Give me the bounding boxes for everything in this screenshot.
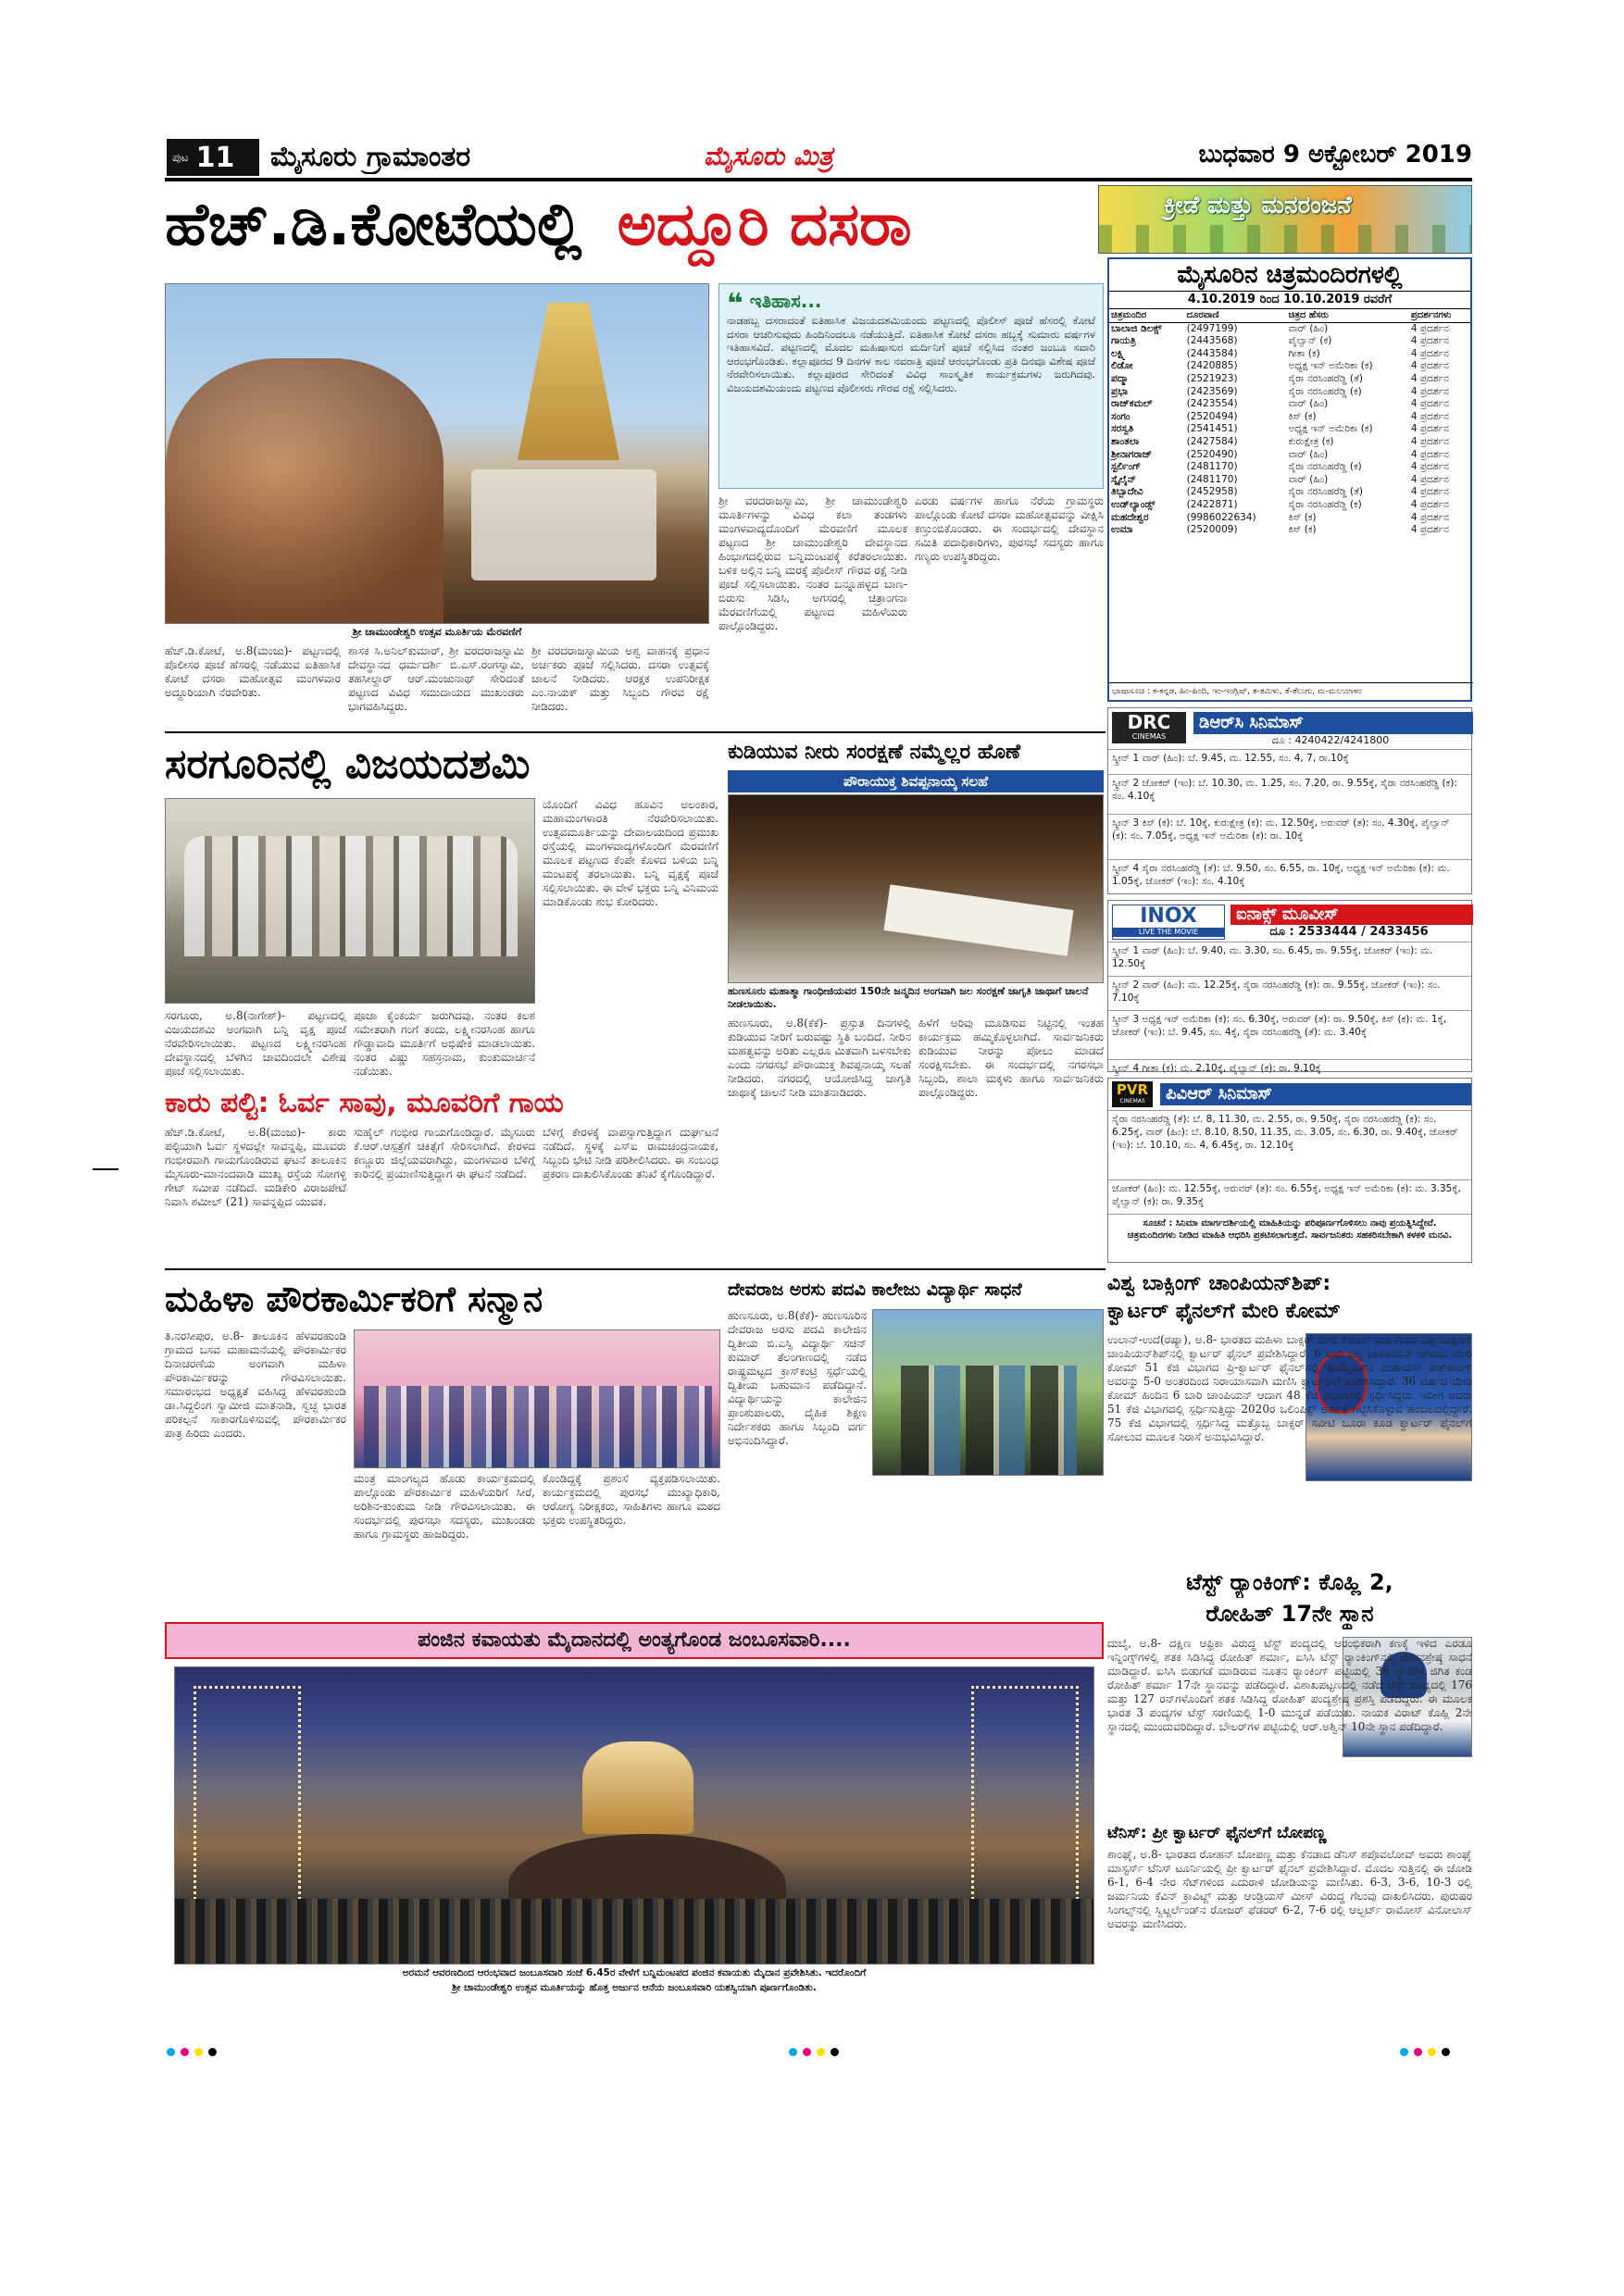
lead-photo (165, 283, 709, 624)
movie-cell-shows: 4 ಪ್ರದರ್ಶನ (1410, 322, 1449, 334)
lead-col-2: ಶಾಸಕ ಸಿ.ಅನಿಲ್‌ಕುಮಾರ್, ಶ್ರೀ ವರದರಾಜಸ್ವಾಮಿ ದೇವಸ್ಥಾನದ ಧರ್ಮದರ್ಶಿ ಬಿ.ಎಸ್.ರಂಗಸ್ವಾಮಿ, ತಹಸೀಲ್ದಾರ್ ಆರ್.ಮಂಜುನಾಥ್ ಸೇರಿದಂತೆ ಪಟ್ಟಣದ ವಿವಿಧ ಸಮುದಾಯದ ಮುಖಂಡರು ಭಾಗವಹಿಸಿದ್ದರು. (348, 644, 524, 713)
boxing-title-2: ಕ್ವಾರ್ಟರ್ ಫೈನಲ್‌ಗೆ ಮೇರಿ ಕೋಮ್ (1107, 1300, 1341, 1323)
accident-col-1: ಹೆಚ್.ಡಿ.ಕೋಟೆ, ಅ.8(ಮಂಜು)- ಕಾರು ಪಲ್ಟಿಯಾಗಿ ಓರ್ವ ಸ್ಥಳದಲ್ಲೇ ಸಾವನ್ನಪ್ಪಿ, ಮೂವರು ಗಂಭೀರವಾಗಿ ಗಾಯಗೊಂಡಿರುವ ಘಟನೆ ತಾಲೂಕಿನ ಮೈಸೂರು-ಮಾನಂದವಾಡಿ ಮುಖ್ಯ ರಸ್ತೆಯ ಸೋಗಳ್ಳಿ ಗೇಟ್ ಸಮೀಪ ನಡೆದಿದೆ. ಮಡಿಕೇರಿ ವಿರಾಜಪೇಟೆ ನಿವಾಸಿ ಶಮೀಲ್ (21) ಸಾವನ್ನಪ್ಪಿದ ಯುವಕ. (165, 1126, 346, 1208)
water-caption: ಹುಣಸೂರು ಮಹಾತ್ಮಾ ಗಾಂಧೀಜಿಯವರ 150ನೇ ಜನ್ಮದಿನ ಅಂಗವಾಗಿ ಜಲ ಸಂರಕ್ಷಣೆ ಜಾಗೃತಿ ಜಾಥಾಗೆ ಚಾಲನೆ ನೀಡಲಾಯಿತು. (728, 985, 1089, 1010)
movie-cell-shows: 4 ಪ್ರದರ್ಶನ (1410, 486, 1449, 498)
inox-logo-sub: LIVE THE MOVIE (1113, 928, 1224, 937)
movie-cell-film: ಸೈರಾ ನರಸಿಂಹರೆಡ್ಡಿ (ತೆ) (1288, 372, 1364, 384)
banner-cloth-icon (883, 884, 1073, 955)
pourakarmika-col-3: ಕೊಂಡಿದ್ದಕ್ಕೆ ಪ್ರಶಂಸೆ ವ್ಯಕ್ತಪಡಿಸಲಾಯಿತು. ಕಾರ್ಯಕ್ರಮದಲ್ಲಿ ಪುರಸಭೆ ಮುಖ್ಯಾಧಿಕಾರಿ, ಆರೋಗ್ಯ ನಿರೀಕ್ಷಕರು, ಸಾಹಿತಿಗಳು ಹಾಗೂ ಮಠದ ಭಕ್ತರು ಉಪಸ್ಥಿತರಿದ್ದರು. (543, 1472, 720, 1527)
movie-row (1109, 360, 1470, 373)
movie-row (1109, 386, 1470, 399)
howdah-icon (582, 1741, 693, 1834)
movie-cell-theatre: ಲಿಡೋ (1111, 360, 1133, 372)
water-headline: ಕುಡಿಯುವ ನೀರು ಸಂರಕ್ಷಣೆ ನಮ್ಮೆಲ್ಲರ ಹೊಣೆ (728, 741, 1020, 764)
movie-cell-theatre: ಪ್ರಭಾ (1111, 385, 1129, 397)
water-photo (728, 794, 1104, 983)
pvr-shows-1: ಸೈರಾ ನರಸಿಂಹರೆಡ್ಡಿ (ತೆ): ಬೆ. 8, 11.30, ಮ. 2.55, ರಾ. 9.50ಕ್ಕೆ, ಸೈರಾ ನರಸಿಂಹರೆಡ್ಡಿ (ಕ): ಸಂ. 6.25ಕ್ಕೆ, ವಾರ್ (ಹಿಂ): ಬೆ. 8.10, 8.50, 11.35, ಮ. 3.05, ಸಂ. 6.30, ರಾ. 9.40ಕ್ಕೆ, ಜೋಕರ್ (ಇಂ): ಬೆ. 10.10, ಸಂ. 4, 6.45ಕ್ಕೆ, ರಾ. 12.10ಕ್ಕೆ (1108, 1111, 1471, 1180)
saragur-photo (165, 798, 535, 1004)
movie-cell-shows: 4 ಪ್ರದರ್ಶನ (1410, 398, 1449, 410)
margin-mark (93, 1168, 119, 1170)
tennis-headline: ಟೆನಿಸ್: ಪ್ರೀ ಕ್ವಾರ್ಟರ್ ಫೈನಲ್‌ಗೆ ಬೋಪಣ್ಣ (1107, 1824, 1327, 1842)
movie-cell-phone: (2423554) (1186, 398, 1238, 410)
tennis-body: ಶಾಂಘೈ, ಅ.8- ಭಾರತದ ರೋಹನ್ ಬೋಪಣ್ಣ ಮತ್ತು ಕೆನಡಾದ ಡೆನಿಸ್ ಶಪೊವಲೋವ್ ಅವರು ಶಾಂಘೈ ಮಾಸ್ಟರ್ಸ್ ಟೆನಿಸ್ ಟೂರ್ನಿಯಲ್ಲಿ ಪ್ರೀ ಕ್ವಾರ್ಟರ್ ಫೈನಲ್ ಪ್ರವೇಶಿಸಿದ್ದಾರೆ. ಮೊದಲ ಸುತ್ತಿನಲ್ಲಿ ಈ ಜೋಡಿ 6-1, 6-4 ನೇರ ಸೆಟ್‌ಗಳಿಂದ ಎದುರಾಳಿ ಜೋಡಿಯನ್ನು ಮಣಿಸಿತು. 6-3, 3-6, 10-3 ರಲ್ಲಿ ಜರ್ಮನಿಯ ಕೆವಿನ್ ಕ್ರಾವಿಟ್ಜ್ ಮತ್ತು ಆಂಡ್ರಿಯಸ್ ಮೀಸ್ ವಿರುದ್ಧ ಗೆಲುವು ದಾಖಲಿಸಿದರು. ಪುರುಷರ ಸಿಂಗಲ್ಸ್‌ನಲ್ಲಿ ಸ್ವಿಟ್ಜರ್ಲೆಂಡ್‌ನ ರೋಜರ್ ಫೆಡರರ್ 6-2, 7-6 ರಲ್ಲಿ ಆಲ್ಬರ್ಟ್ ರಾಮೋಸ್ ವಿನೋಲಾಸ್ ಅವರನ್ನು ಮಣಿಸಿದರು. (1107, 1848, 1472, 1930)
lead-photo-caption: ಶ್ರೀ ಚಾಮುಂಡೇಶ್ವರಿ ಉತ್ಸವ ಮೂರ್ತಿಯ ಮೆರವಣಿಗೆ (352, 626, 522, 638)
movie-listing-title: ಮೈಸೂರಿನ ಚಿತ್ರಮಂದಿರಗಳಲ್ಲಿ (1109, 259, 1470, 292)
inox-phone: ದೂ : 2533444 / 2433456 (1269, 925, 1429, 939)
movie-row (1109, 436, 1470, 449)
lead-col-4: ಶ್ರೀ ವರದರಾಜಸ್ವಾಮಿ, ಶ್ರೀ ಚಾಮುಂಡೇಶ್ವರಿ ಮೂರ್ತಿಗಳನ್ನು ವಿವಿಧ ಕಲಾ ತಂಡಗಳು ಮಂಗಳವಾದ್ಯದೊಂದಿಗೆ ಮೆರವಣಿಗೆ ಮೂಲಕ ಪಟ್ಟಣದ ಶ್ರೀ ಚಾಮುಂಡೇಶ್ವರಿ ದೇವಸ್ಥಾನದ ಹಿಂಭಾಗದಲ್ಲಿರುವ ಬನ್ನಿಮಂಟಪಕ್ಕೆ ಕರೆತರಲಾಯಿತು. ಬಳಿಕ ಅಲ್ಲಿನ ಬನ್ನಿ ಮರಕ್ಕೆ ಪೊಲೀಸ್ ಗೌರವ ರಕ್ಷೆ ನೀಡಿ ಪೂಜೆ ಸಲ್ಲಿಸಲಾಯಿತು. ನಂತರ ಬನ್ನೂಹಳ್ಳದ ಬಾಣ-ಬಿರುಸು ಸಿಡಿಸಿ, ಅಗಸರಲ್ಲಿ ಚಿತ್ರಾಂಗನಾ ಮೆರವಣಿಗೆಯಲ್ಲಿ ಪಟ್ಟಣದ ಮಹಿಳೆಯರು ಪಾಲ್ಗೊಂಡಿದ್ದರು. (718, 494, 907, 632)
drc-phone: ದೂ : 4240422/4241800 (1271, 734, 1390, 746)
movie-table (1109, 309, 1470, 537)
drc-screen-2: ಸ್ಕ್ರೀನ್ 2 ಜೋಕರ್ (ಇಂ): ಬೆ. 10.30, ಮ. 1.25, ಸಂ. 7.20, ರಾ. 9.55ಕ್ಕೆ, ಸೈರಾ ನರಸಿಂಹರೆಡ್ಡಿ (ಕ): ಸಂ. 4.10ಕ್ಕೆ (1108, 775, 1471, 815)
movie-cell-phone: (2481170) (1186, 461, 1238, 473)
sports-banner (1098, 185, 1472, 254)
page-number: 11 (195, 141, 235, 174)
water-col-1: ಹುಣಸೂರು, ಅ.8(ಕೆಕೆ)- ಪ್ರಸ್ತುತ ದಿನಗಳಲ್ಲಿ ಕುಡಿಯುವ ನೀರಿಗೆ ಬರುವಷ್ಟು ಸ್ಥಿತಿ ಬಂದಿದೆ. ನೀರಿನ ಮಹತ್ವವನ್ನು ಅರಿತು ಎಲ್ಲರೂ ಮಿತವಾಗಿ ಬಳಸಬೇಕು ಎಂದು ನಗರಸಭೆ ಪೌರಾಯುಕ್ತ ಶಿವಪ್ಪನಾಯ್ಕ ಸಲಹೆ ನೀಡಿದರು. ನಗರದಲ್ಲಿ ಆಯೋಜಿಸಿದ್ದ ಜಾಗೃತಿ ಜಾಥಾಕ್ಕೆ ಚಾಲನೆ ನೀಡಿ ಮಾತನಾಡಿದರು. (728, 1017, 911, 1099)
language-key: ಭಾಷಾಸೂಚಿ : ಕ-ಕನ್ನಡ, ಹಿಂ-ಹಿಂದಿ, ಇಂ-ಇಂಗ್ಲಿಷ್, ತ-ತಮಿಳು, ತೆ-ತೆಲುಗು, ಮ-ಮಲಯಾಳಂ (1109, 682, 1473, 700)
col-header-theatre: ಚಿತ್ರಮಂದಿರ (1109, 309, 1185, 322)
saragur-headline: ಸರಗೂರಿನಲ್ಲಿ ವಿಜಯದಶಮಿ (165, 741, 531, 788)
magenta-dot-icon (803, 2048, 811, 2056)
movie-cell-film: ಸೈರಾ ನರಸಿಂಹರೆಡ್ಡಿ (ಕ) (1288, 385, 1362, 397)
black-dot-icon (831, 2048, 839, 2056)
movie-cell-theatre: ಸ್ಟರ್ಲಿಂಗ್ (1111, 461, 1142, 473)
black-dot-icon (1442, 2048, 1450, 2056)
movie-cell-shows: 4 ಪ್ರದರ್ಶನ (1410, 461, 1449, 473)
movie-cell-phone: (2497199) (1186, 322, 1238, 334)
movie-row (1109, 373, 1470, 386)
movie-cell-film: ಸೈರಾ ನರಸಿಂಹರೆಡ್ಡಿ (ತೆ) (1288, 486, 1364, 498)
movie-cell-phone: (2422871) (1186, 498, 1238, 510)
movie-cell-film: ವಾರ್ (ಹಿಂ) (1288, 473, 1329, 485)
col-header-film: ಚಿತ್ರದ ಹೆಸರು (1286, 309, 1408, 322)
movie-cell-shows: 4 ಪ್ರದರ್ಶನ (1410, 372, 1449, 384)
movie-cell-shows: 4 ಪ್ರದರ್ಶನ (1410, 498, 1449, 510)
movie-row (1109, 474, 1470, 487)
movie-cell-theatre: ಸಂಗಂ (1111, 410, 1131, 422)
pvr-logo-sub: CINEMAS (1119, 1098, 1145, 1104)
saragur-col-3: ಯೊಂದಿಗೆ ವಿವಿಧ ಹೂವಿನ ಅಲಂಕಾರ, ಮಹಾಮಂಗಳಾರತಿ ನೆರವೇರಿಸಲಾಯಿತು. ಉತ್ಸವಮೂರ್ತಿಯನ್ನು ದೇವಾಲಯದಿಂದ ಪ್ರಮುಖ ರಸ್ತೆಯಲ್ಲಿ ಮಂಗಳವಾದ್ಯಗಳೊಂದಿಗೆ ಮೆರವಣಿಗೆ ಮೂಲಕ ಪಟ್ಟಣದ ಕೆಂಪೇ ಕೊಳದ ಬಳಿಯ ಬನ್ನಿ ಮಂಟಪಕ್ಕೆ ತರಲಾಯಿತು. ಬನ್ನಿ ವೃಕ್ಷಕ್ಕೆ ಪೂಜೆ ಸಲ್ಲಿಸಲಾಯಿತು. ಈ ವೇಳೆ ಭಕ್ತರು ಬನ್ನಿ ವಿನಿಮಯ ಮಾಡಿಕೊಂಡು ಶುಭ ಕೋರಿದರು. (543, 798, 718, 908)
movie-cell-theatre: ಬಾಲಾಜಿ ಡಿಲಕ್ಸ್ (1111, 322, 1162, 334)
crowd-figure-icon (166, 358, 443, 624)
registration-dots-right (1400, 2042, 1474, 2053)
movie-cell-film: ಕಿಸ್ (ಕ) (1288, 524, 1317, 536)
movie-cell-theatre: ಉಮಾ (1111, 524, 1133, 536)
movie-row (1109, 335, 1470, 348)
movie-cell-shows: 4 ಪ್ರದರ್ಶನ (1410, 435, 1449, 447)
water-col-2: ಹಿಳೆಗೆ ಅರಿವು ಮೂಡಿಸುವ ನಿಟ್ಟಿನಲ್ಲಿ ಇಂತಹ ಕಾರ್ಯಕ್ರಮ ಹಮ್ಮಿಕೊಳ್ಳಲಾಗಿದೆ. ಸಾರ್ವಜನಿಕರು ಕುಡಿಯುವ ನೀರನ್ನು ಪೋಲು ಮಾಡದೆ ಸಂರಕ್ಷಿಸಬೇಕು. ಈ ಸಂದರ್ಭದಲ್ಲಿ ನಗರಸಭಾ ಸಿಬ್ಬಂದಿ, ಶಾಲಾ ಮಕ್ಕಳು ಹಾಗೂ ಸಾರ್ವಜನಿಕರು ಪಾಲ್ಗೊಂಡಿದ್ದರು. (918, 1017, 1104, 1099)
movie-row (1109, 461, 1470, 474)
movie-row (1109, 411, 1470, 424)
movie-cell-shows: 4 ಪ್ರದರ್ಶನ (1410, 347, 1449, 359)
masthead-name: ಮೈಸೂರು ಮಿತ್ರ (704, 141, 833, 171)
water-subtitle-bar (728, 770, 1104, 792)
history-box (718, 283, 1104, 489)
people-group-icon-2 (364, 1386, 712, 1468)
saragur-col-1: ಸರಗೂರು, ಅ.8(ನಾಗೇಶ್)- ಪಟ್ಟಣದಲ್ಲಿ ವಿಜಯದಶಮಿ ಅಂಗವಾಗಿ ಬನ್ನಿ ವೃಕ್ಷ ಪೂಜೆ ನೆರವೇರಿಸಲಾಯಿತು. ಪಟ್ಟಣದ ಲಕ್ಷ್ಮೀನರಸಿಂಹ ದೇವಸ್ಥಾನದಲ್ಲಿ ಬೆಳಗಿನ ಜಾವದಿಂದಲೇ ವಿಶೇಷ ಪೂಜೆ ಸಲ್ಲಿಸಲಾಯಿತು. (165, 1009, 346, 1078)
movie-cell-theatre: ಸರಸ್ವತಿ (1111, 423, 1134, 435)
lead-col-5: ಎರಡು ವರ್ಷಗಳ ಹಾಗೂ ನೆರೆಯ ಗ್ರಾಮಸ್ಥರು ಪಾಲ್ಗೊಂಡು ಕೋಟೆ ದಸರಾ ಮಹೋತ್ಸವವನ್ನು ವೀಕ್ಷಿಸಿ ಕಣ್ತುಂಬಿಕೊಂಡರು. ಈ ಸಂದರ್ಭದಲ್ಲಿ ದೇವಸ್ಥಾನ ಸಮಿತಿ ಪದಾಧಿಕಾರಿಗಳು, ಪುರಸಭೆ ಸದಸ್ಯರು ಹಾಗೂ ಗಣ್ಯರು ಉಪಸ್ಥಿತರಿದ್ದರು. (915, 494, 1104, 563)
yellow-dot-icon (1428, 2048, 1436, 2056)
movie-row (1109, 423, 1470, 436)
movie-cell-theatre: ಉಡ್‌ಲ್ಯಾಂಡ್ಸ್ (1111, 498, 1156, 510)
accident-col-2: ಸುಹೈಲ್ ಗಂಭೀರ ಗಾಯಗೊಂಡಿದ್ದಾರೆ. ಮೈಸೂರು ಕೆ.ಆರ್.ಆಸ್ಪತ್ರೆಗೆ ಚಿಕಿತ್ಸೆಗೆ ಸೇರಿಸಲಾಗಿದೆ. ಕೇರಳದ ಕಣ್ಣೂರು ಜಿಲ್ಲೆಯವರಾಗಿದ್ದು, ಮಂಗಳವಾರ ಬೆಳಿಗ್ಗೆ ಕಾರಿನಲ್ಲಿ ಪ್ರಯಾಣಿಸುತ್ತಿದ್ದಾಗ ಈ ಘಟನೆ ನಡೆದಿದೆ. (354, 1126, 535, 1180)
movie-row (1109, 512, 1470, 525)
pvr-header (1108, 1079, 1471, 1111)
crowd-icon (175, 1899, 1094, 1965)
test-body: ದುಬೈ, ಅ.8- ದಕ್ಷಿಣ ಆಫ್ರಿಕಾ ವಿರುದ್ಧ ಟೆಸ್ಟ್ ಪಂದ್ಯದಲ್ಲಿ ಆರಂಭಿಕರಾಗಿ ಕಣಕ್ಕೆ ಇಳಿದ ಎರಡೂ ಇನ್ನಿಂಗ್ಸ್‌ಗಳಲ್ಲಿ ಶತಕ ಸಿಡಿಸಿದ್ದ ರೋಹಿತ್ ಶರ್ಮಾ, ಐಸಿಸಿ ಟೆಸ್ಟ್ ರ್‍ಯಾಂಕಿಂಗ್‌ನಲ್ಲಿ ಜೀವನಶ್ರೇಷ್ಠ ಸಾಧನೆ ಮಾಡಿದ್ದಾರೆ. ಐಸಿಸಿ ಬಿಡುಗಡೆ ಮಾಡಿರುವ ನೂತನ ರ್‍ಯಾಂಕಿಂಗ್ ಪಟ್ಟಿಯಲ್ಲಿ 36 ಸ್ಥಾನಗಳ ಜಿಗಿತ ಕಂಡ ರೋಹಿತ್ ಶರ್ಮಾ 17ನೇ ಸ್ಥಾನವನ್ನು ಪಡೆದಿದ್ದಾರೆ. ವಿಶಾಖಪಟ್ಟಣದಲ್ಲಿ ನಡೆದ ಟೆಸ್ಟ್ ಪಂದ್ಯದಲ್ಲಿ 176 ಮತ್ತು 127 ರನ್‌ಗಳೊಂದಿಗೆ ಶತಕ ಸಿಡಿಸಿದ್ದ ರೋಹಿತ್ ಪಂದ್ಯಶ್ರೇಷ್ಠ ಪ್ರಶಸ್ತಿ ಪಡೆದಿದ್ದರು. ಈ ಮೂಲಕ ಭಾರತ 3 ಪಂದ್ಯಗಳ ಟೆಸ್ಟ್ ಸರಣಿಯಲ್ಲಿ 1-0 ಮುನ್ನಡೆ ಪಡೆಯಿತು. ನಾಯಕ ವಿರಾಟ್ ಕೊಹ್ಲಿ 2ನೇ ಸ್ಥಾನದಲ್ಲಿ ಮುಂದುವರಿದಿದ್ದಾರೆ. ಬೌಲರ್‌ಗಳ ಪಟ್ಟಿಯಲ್ಲಿ ಆರ್.ಅಶ್ವಿನ್ 10ನೇ ಸ್ಥಾನ ಪಡೆದಿದ್ದಾರೆ. (1107, 1637, 1472, 1733)
history-title: ಇತಿಹಾಸ... (749, 290, 822, 312)
pvr-notice: ಸೂಚನೆ : ಸಿನಿಮಾ ಮಾರ್ಗದರ್ಶಿಯಲ್ಲಿ ಮಾಹಿತಿಯನ್ನು ಪರಿಪೂರ್ಣಗೊಳಿಸಲು ನಾವು ಪ್ರಯತ್ನಿಸಿದ್ದೇವೆ. ಚಿತ್ರಮಂದಿರಗಳು ನೀಡಿದ ಮಾಹಿತಿ ಆಧರಿಸಿ ಪ್ರಕಟಿಸಲಾಗುತ್ತದೆ. ಸಾರ್ವಜನಿಕರು ಸಹಕರಿಸಬೇಕಾಗಿ ಕಳಕಳಿ ಮನವಿ. (1127, 1218, 1453, 1241)
movie-cell-film: ಅಧ್ಯಕ್ಷ ಇನ್ ಅಮೆರಿಕಾ (ಕ) (1288, 360, 1373, 372)
movie-row (1109, 398, 1470, 411)
movie-cell-theatre: ಪದ್ಮಾ (1111, 372, 1129, 384)
drc-screen-3: ಸ್ಕ್ರೀನ್ 3 ಕಿಸ್ (ಕ): ಬೆ. 10ಕ್ಕೆ, ಕುರುಕ್ಷೇತ್ರ (ಕ): ಮ. 12.50ಕ್ಕೆ, ಅರುವರ್ (ತ): ಸಂ. 4.30ಕ್ಕೆ, ಪೈಲ್ವಾನ್ (ಕ): ಸಂ. 7.05ಕ್ಕೆ, ಅಧ್ಯಕ್ಷ ಇನ್ ಅಮೆರಿಕಾ (ಕ): ರಾ. 10ಕ್ಕೆ (1108, 815, 1471, 860)
movie-cell-shows: 4 ಪ್ರದರ್ಶನ (1410, 423, 1449, 435)
jamboo-photo (174, 1666, 1094, 1965)
drc-header (1108, 708, 1471, 750)
movie-cell-film: ವಾರ್ (ಹಿಂ) (1288, 398, 1329, 410)
movie-cell-film: ಪೈಲ್ವಾನ್ (ಕ) (1288, 335, 1332, 347)
header-rule (165, 178, 1472, 181)
registration-dots-center (789, 2042, 863, 2053)
movie-cell-phone: (9986022634) (1186, 511, 1256, 523)
lead-bottom-rule (165, 731, 1106, 733)
lead-headline (165, 183, 1091, 267)
page-label: ಪುಟ (172, 150, 189, 164)
movie-row (1109, 486, 1470, 499)
movie-cell-phone: (2520494) (1186, 410, 1238, 422)
movie-cell-phone: (2443584) (1186, 347, 1238, 359)
movie-cell-phone: (2520490) (1186, 448, 1238, 460)
movie-cell-theatre: ತಿಬ್ಬಾದೇವಿ (1111, 486, 1143, 498)
cyan-dot-icon (789, 2048, 797, 2056)
black-dot-icon (208, 2048, 217, 2056)
movie-cell-film: ಕಿಸ್ (ಕ) (1288, 410, 1317, 422)
pvr-shows-2: ಜೋಕರ್ (ಹಿಂ): ಮ. 12.55ಕ್ಕೆ, ಅರುವರ್ (ತ): ಸಂ. 6.55ಕ್ಕೆ, ಅಧ್ಯಕ್ಷ ಇನ್ ಅಮೆರಿಕಾ (ಕ): ಮ. 3.35ಕ್ಕೆ, ಪೈಲ್ವಾನ್ (ಕ): ರಾ. 9.35ಕ್ಕೆ (1108, 1180, 1471, 1215)
movie-cell-phone: (2521923) (1186, 372, 1238, 384)
pvr-box (1107, 1078, 1472, 1263)
drc-screen-4: ಸ್ಕ್ರೀನ್ 4 ಸೈರಾ ನರಸಿಂಹರೆಡ್ಡಿ (ತೆ): ಬೆ. 9.50, ಸಂ. 6.55, ರಾ. 10ಕ್ಕೆ, ಅಧ್ಯಕ್ಷ ಇನ್ ಅಮೆರಿಕಾ (ಕ): ಮ. 1.05ಕ್ಕೆ, ಜೋಕರ್ (ಇಂ): ಸಂ. 4.10ಕ್ಕೆ (1112, 863, 1450, 887)
jamboo-caption-2: ಶ್ರೀ ಚಾಮುಂಡೇಶ್ವರಿ ಉತ್ಸವ ಮೂರ್ತಿಯನ್ನು ಹೊತ್ತ ಅರ್ಜುನ ಆನೆಯ ಜಂಬೂಸವಾರಿ ಯಶಸ್ವಿಯಾಗಿ ಪೂರ್ಣಗೊಂಡಿತು. (452, 1982, 817, 1993)
lead-col-1: ಹೆಚ್.ಡಿ.ಕೋಟೆ, ಅ.8(ಮಂಜು)- ಪಟ್ಟಣದಲ್ಲಿ ಪೊಲೀಸರ ಪೂಜೆ ಹೆಸರಲ್ಲಿ ನಡೆಯುವ ಐತಿಹಾಸಿಕ ಕೋಟೆ ದಸರಾ ಮಹೋತ್ಸವ ಮಂಗಳವಾರ ಅದ್ದೂರಿಯಾಗಿ ನೆರವೇರಿತು. (165, 644, 341, 699)
movie-cell-phone: (2541451) (1186, 423, 1238, 435)
lead-headline-red: ಅದ್ದೂರಿ ದಸರಾ (617, 191, 912, 259)
inox-logo-text: INOX (1140, 905, 1197, 928)
saragur-col-2: ಪೂಜಾ ಕೈಂಕರ್ಯ ಜರುಗಿದವು. ನಂತರ ಕಲಶ ಸಮೇತರಾಗಿ ಗಂಗೆ ತಂದು, ಲಕ್ಷ್ಮೀನರಸಿಂಹ ಹಾಗೂ ಗೌಡ್ಡಾವಾದಿ ಮೂರ್ತಿಗೆ ಅಭಿಷೇಕ ಮಾಡಲಾಯಿತು. ನಂತರ ವಿಷ್ಣು ಸಹಸ್ರನಾಮ, ಕುಂಕುಮಾರ್ಚನೆ ನಡೆಯಿತು. (354, 1009, 535, 1078)
movie-cell-film: ವಾರ್ (ಹಿಂ) (1288, 322, 1329, 334)
pourakarmika-col-1: ತಿ.ನರಸೀಪುರ, ಅ.8- ತಾಲೂಕಿನ ಹೆಳವರಹುಂಡಿ ಗ್ರಾಮದ ಬಸವ ಮಹಾಮನೆಯಲ್ಲಿ ಪೌರಕಾರ್ಮಿಕರ ದಿನಾಚರಣೆಯ ಅಂಗವಾಗಿ ಮಹಿಳಾ ಪೌರಕಾರ್ಮಿಕರನ್ನು ಗೌರವಿಸಲಾಯಿತು. ಸಮಾರಂಭದ ಅಧ್ಯಕ್ಷತೆ ವಹಿಸಿದ್ದ ಹೆಳವರಹುಂಡಿ ಡಾ.ಸಿದ್ದಲಿಂಗ ಸ್ವಾಮೀಜಿ ಮಾತನಾಡಿ, ಸ್ವಚ್ಛ ಭಾರತ ಪರಿಕಲ್ಪನೆ ಸಾಕಾರಗೊಳಿಸುವಲ್ಲಿ ಪೌರಕಾರ್ಮಿಕರ ಪಾತ್ರ ಹಿರಿದು ಎಂದರು. (165, 1329, 346, 1440)
movie-cell-phone: (2443568) (1186, 335, 1238, 347)
drc-box (1107, 707, 1472, 894)
sports-banner-title: ಕ್ರೀಡೆ ಮತ್ತು ಮನರಂಜನೆ (1164, 192, 1352, 219)
inox-logo (1112, 905, 1225, 940)
movie-cell-shows: 4 ಪ್ರದರ್ಶನ (1410, 360, 1449, 372)
movie-cell-shows: 4 ಪ್ರದರ್ಶನ (1410, 511, 1449, 523)
movie-cell-theatre: ಮಹದೇಶ್ವರ (1111, 511, 1149, 523)
drc-logo (1112, 712, 1186, 743)
movie-cell-phone: (2452958) (1186, 486, 1238, 498)
jamboo-caption-1: ಅರಮನೆ ಆವರಣದಿಂದ ಆರಂಭವಾದ ಜಂಬೂಸವಾರಿ ಸಂಜೆ 6.45ರ ವೇಳೆಗೆ ಬನ್ನಿಮಂಟಪದ ಪಂಜಿನ ಕವಾಯತು ಮೈದಾನ ಪ್ರವೇಶಿಸಿತು. ಇದರೊಂದಿಗೆ (402, 1967, 867, 1978)
movie-cell-shows: 4 ಪ್ರದರ್ಶನ (1410, 473, 1449, 485)
movie-row (1109, 348, 1470, 361)
movie-listing-dates: 4.10.2019 ರಿಂದ 10.10.2019 ರವರೆಗೆ (1109, 292, 1470, 309)
movie-cell-phone: (2423569) (1186, 385, 1238, 397)
col-header-phone: ದೂರವಾಣಿ (1185, 309, 1287, 322)
yellow-dot-icon (817, 2048, 825, 2056)
test-headline (1107, 1566, 1472, 1629)
movie-cell-film: ಕಿಸ್ (ಕ) (1288, 511, 1317, 523)
devaraj-photo (872, 1309, 1104, 1476)
pourakarmika-col-2: ಮಂತ್ರ ಮಾಂಗಲ್ಯದ ಹೊಡು ಕಾರ್ಯಕ್ರಮದಲ್ಲಿ ಪಾಲ್ಗೊಂಡು ಪೌರಕಾರ್ಮಿಕ ಮಹಿಳೆಯರಿಗೆ ಸೀರೆ, ಅರಿಶಿನ-ಕುಂಕುಮ ನೀಡಿ ಗೌರವಿಸಲಾಯಿತು. ಈ ಸಂದರ್ಭದಲ್ಲಿ ಪುರಸಭಾ ಸದಸ್ಯರು, ಮುಖಂಡರು ಹಾಗೂ ಗ್ರಾಮಸ್ಥರು ಹಾಜರಿದ್ದರು. (354, 1472, 535, 1541)
movie-cell-film: ಗೀತಾ (ಕ) (1288, 347, 1320, 359)
movie-cell-theatre: ಸ್ಕೈಲೈನ್ (1111, 473, 1136, 485)
movie-cell-phone: (2420885) (1186, 360, 1238, 372)
movie-cell-film: ಸೈರಾ ನರಸಿಂಹರೆಡ್ಡಿ (ಕ) (1288, 498, 1362, 510)
page-number-badge (167, 139, 259, 176)
drc-screen-1: ಸ್ಕ್ರೀನ್ 1 ವಾರ್ (ಹಿಂ): ಬೆ. 9.45, ಮ. 12.55, ಸಂ. 4, 7, ರಾ.10ಕ್ಕೆ (1108, 750, 1471, 775)
pvr-logo-text: PVR (1116, 1081, 1149, 1098)
movie-cell-shows: 4 ಪ್ರದರ್ಶನ (1410, 410, 1449, 422)
inox-box (1107, 900, 1472, 1072)
devaraj-body: ಹುಣಸೂರು, ಅ.8(ಕೆಕೆ)- ಹುಣಸೂರಿನ ದೇವರಾಜ ಅರಸು ಪದವಿ ಕಾಲೇಜಿನ ದ್ವಿತೀಯ ಬಿ.ಎಸ್ಸಿ ವಿದ್ಯಾರ್ಥಿ ಸಚಿನ್ ಕುಮಾರ್ ತೆಲಂಗಾಣದಲ್ಲಿ ನಡೆದ ರಾಷ್ಟ್ರಮಟ್ಟದ ಕ್ರಾಸ್‌ಕಂಟ್ರಿ ಸ್ಪರ್ಧೆಯಲ್ಲಿ ದ್ವಿತೀಯ ಬಹುಮಾನ ಪಡೆದಿದ್ದಾನೆ. ವಿದ್ಯಾರ್ಥಿಯನ್ನು ಕಾಲೇಜಿನ ಪ್ರಾಂಶುಪಾಲರು, ದೈಹಿಕ ಶಿಕ್ಷಣ ನಿರ್ದೇಶಕರು ಹಾಗೂ ಸಿಬ್ಬಂದಿ ವರ್ಗ ಅಭಿನಂದಿಸಿದ್ದಾರೆ. (728, 1309, 867, 1447)
test-title-2: ರೋಹಿತ್ 17ನೇ ಸ್ಥಾನ (1206, 1601, 1374, 1627)
movie-cell-phone: (2520009) (1186, 524, 1238, 536)
inox-screen-4: ಸ್ಕ್ರೀನ್ 4 ಗೀತಾ (ಕ): ಮ. 2.10ಕ್ಕೆ, ಪೈಲ್ವಾನ್ (ಕ): ರಾ. 9.10ಕ್ಕೆ (1112, 1063, 1321, 1074)
lead-headline-black: ಹೆಚ್.ಡಿ.ಕೋಟೆಯಲ್ಲಿ (165, 191, 582, 259)
inox-name: ಐನಾಕ್ಸ್ ಮೂವೀಸ್ (1230, 905, 1473, 925)
boxing-headline (1107, 1270, 1472, 1328)
movie-row (1109, 449, 1470, 462)
movie-cell-shows: 4 ಪ್ರದರ್ಶನ (1410, 385, 1449, 397)
movie-row (1109, 524, 1470, 537)
quote-icon: ❝ (727, 290, 743, 314)
test-title-1: ಟೆಸ್ಟ್ ರ್‍ಯಾಂಕಿಂಗ್: ಕೊಹ್ಲಿ 2, (1186, 1569, 1393, 1595)
inox-screen-2: ಸ್ಕ್ರೀನ್ 2 ವಾರ್ (ಹಿಂ): ಮ. 12.25ಕ್ಕೆ, ಸೈರಾ ನರಸಿಂಹರೆಡ್ಡಿ (ಕ): ರಾ. 9.55ಕ್ಕೆ, ಜೋಕರ್ (ಇಂ): ಸಂ. 7.10ಕ್ಕೆ (1108, 977, 1471, 1011)
boxing-body: ಉಲಾನ್-ಉದೆ(ರಷ್ಯಾ), ಅ.8- ಭಾರತದ ಮಹಿಳಾ ಬಾಕ್ಸರ್ ಮೇರಿ ಕೋಮ್ ಮಹಿಳೆಯರ ವಿಶ್ವ ಬಾಕ್ಸಿಂಗ್ ಚಾಂಪಿಯನ್‌ಶಿಪ್‌ನಲ್ಲಿ ಕ್ವಾರ್ಟರ್ ಫೈನಲ್ ಪ್ರವೇಶಿಸಿದ್ದಾರೆ. 6 ಬಾರಿ ವಿಶ್ವ ಚಾಂಪಿಯನ್ ಆಗಿರುವ ಮೇರಿ ಕೋಮ್ 51 ಕೆಜಿ ವಿಭಾಗದ ಪ್ರಿ-ಕ್ವಾರ್ಟರ್ ಫೈನಲ್‌ನಲ್ಲಿ ಥಾಯ್ಲೆಂಡ್‌ನ ಜುತಾಮಸ್ ಜಿತ್‌ಪಾಂಗ್ ಅವರನ್ನು 5-0 ಅಂತರದಿಂದ ನಿರಾಯಾಸವಾಗಿ ಮಣಿಸಿ ಕ್ವಾರ್ಟರ್‌ಗೆ ಪ್ರವೇಶಿಸಿದ್ದಾರೆ. 36 ವರ್ಷದ ಮೇರಿ ಕೋಮ್ ಹಿಂದಿನ 6 ಬಾರಿ ಚಾಂಪಿಯನ್ ಆದಾಗ 48 ಕೆಜಿ ವಿಭಾಗದಲ್ಲಿ ಸ್ಪರ್ಧಿಸಿದ್ದರು. ಇದೀಗ ಅವರು 51 ಕೆಜಿ ವಿಭಾಗದಲ್ಲಿ ಸ್ಪರ್ಧಿಸುತ್ತಿದ್ದು 2020ರ ಒಲಿಂಪಿಕ್ಸ್ ಅರ್ಹತೆ ಗಿಟ್ಟಿಸಿಕೊಳ್ಳುವ ಹಂಬಲದಲ್ಲಿದ್ದಾರೆ. 75 ಕೆಜಿ ವಿಭಾಗದಲ್ಲಿ ಸ್ಪರ್ಧಿಸಿದ್ದ ಮತ್ತೊಬ್ಬ ಬಾಕ್ಸರ್ ಸವೀಟಿ ಬೂರಾ ಕೂಡ ಕ್ವಾರ್ಟರ್ ಫೈನಲ್‌ಗೆ ಸೋಲುವ ಮೂಲಕ ನಿರಾಸೆ ಅನುಭವಿಸಿದ್ದಾರೆ. (1107, 1333, 1472, 1443)
inox-header (1108, 901, 1471, 942)
issue-date: ಬುಧವಾರ 9 ಅಕ್ಟೋಬರ್ 2019 (1198, 141, 1472, 168)
devaraj-body-cont (872, 1479, 1104, 1559)
movie-table-header (1109, 309, 1470, 322)
movie-cell-theatre: ಲಕ್ಷ್ಮಿ (1111, 347, 1126, 359)
movie-listing-box (1107, 257, 1472, 702)
inox-screen-1: ಸ್ಕ್ರೀನ್ 1 ವಾರ್ (ಹಿಂ): ಬೆ. 9.40, ಮ. 3.30, ಸಂ. 6.45, ರಾ. 9.55ಕ್ಕೆ, ಜೋಕರ್ (ಇಂ): ಮ. 12.50ಕ್ಕೆ (1108, 942, 1471, 977)
devaraj-headline: ದೇವರಾಜ ಅರಸು ಪದವಿ ಕಾಲೇಜು ವಿದ್ಯಾರ್ಥಿ ಸಾಧನೆ (728, 1279, 1022, 1300)
movie-cell-film: ವಾರ್ (ಹಿಂ) (1288, 448, 1329, 460)
history-header (727, 290, 1095, 314)
drc-logo-sub: CINEMAS (1131, 732, 1167, 741)
movie-cell-theatre: ಶಾಂತಲಾ (1111, 435, 1140, 447)
movie-cell-theatre: ಗಾಯತ್ರಿ (1111, 335, 1136, 347)
magenta-dot-icon (1414, 2048, 1422, 2056)
pourakarmika-photo (354, 1329, 720, 1468)
people-group-icon (184, 836, 518, 956)
movie-cell-theatre: ರಾಜ್‌ಕಮಲ್ (1111, 398, 1153, 410)
movie-cell-theatre: ಶ್ರೀನಾಗರಾಜ್ (1111, 448, 1153, 460)
movie-cell-film: ಕುರುಕ್ಷೇತ್ರ (ಕ) (1288, 435, 1334, 447)
movie-cell-film: ಸೈರಾ ನರಸಿಂಹರೆಡ್ಡಿ (ಕ) (1288, 461, 1362, 473)
magenta-dot-icon (181, 2048, 189, 2056)
student-figures-icon (901, 1366, 1077, 1476)
movie-cell-phone: (2481170) (1186, 473, 1238, 485)
sports-figures-icon (1099, 225, 1471, 253)
movie-row (1109, 322, 1470, 335)
pourakarmika-headline: ಮಹಿಳಾ ಪೌರಕಾರ್ಮಿಕರಿಗೆ ಸನ್ಮಾನ (165, 1279, 543, 1319)
movie-cell-phone: (2427584) (1186, 435, 1238, 447)
history-text: ನಾಡಹಬ್ಬ ದಸರಾದಂತೆ ಐತಿಹಾಸಿಕ ವಿಜಯದಶಮಿಯಂದು ಪಟ್ಟಣದಲ್ಲಿ ಪೊಲೀಸ್ ಪೂಜೆ ಹೆಸರಲ್ಲಿ ಕೋಟೆ ದಸರಾ ಆಚರಿಸುವುದು ಹಿಂದಿನಿಂದಲೂ ನಡೆಯುತ್ತಿದೆ. ಐತಿಹಾಸಿಕ ಕೋಟೆ ದಸರಾ ಹಬ್ಬಕ್ಕೆ ಸುಮಾರು ವರ್ಷಗಳ ಇತಿಹಾಸವಿದೆ. ಪಟ್ಟಣದಲ್ಲಿ ಮೊದಲ ಮಹಿಷಾಸುರ ಮರ್ದಿನಿಗೆ ಪೂಜೆ ಸಲ್ಲಿಸಿದ ನಂತರ ಜಂಬೂ ಸವಾರಿ ಆರಂಭಗೊಂಡಿತು. ಕಲ್ಲಾಪೂರದ 9 ದಿನಗಳ ಕಾಲ ನವರಾತ್ರಿ ಪೂಜೆ ಆರಂಭಗೊಂಡು ಪ್ರತಿ ದಿನವೂ ವಿಶೇಷ ಪೂಜೆ ನೆರವೇರಿಸಲಾಯಿತು. ಕಲ್ಲಾಪೂರದ ಸೇರಿದಂತೆ ವಿವಿಧ ಸಾಂಸ್ಕೃತಿಕ ಕಾರ್ಯಕ್ರಮಗಳು ಜರುಗಿದವು. ವಿಜಯದಶಮಿಯಂದು ಪಟ್ಟಣದ ಪೊಲೀಸರು ಗೌರವ ರಕ್ಷೆ ಸಲ್ಲಿಸಿದರು. (727, 314, 1095, 394)
movie-cell-shows: 4 ಪ್ರದರ್ಶನ (1410, 524, 1449, 536)
jamboo-banner-text: ಪಂಜಿನ ಕವಾಯತು ಮೈದಾನದಲ್ಲಿ ಅಂತ್ಯಗೊಂಡ ಜಂಬೂಸವಾರಿ.... (418, 1628, 851, 1652)
accident-headline: ಕಾರು ಪಲ್ಟಿ: ಓರ್ವ ಸಾವು, ಮೂವರಿಗೆ ಗಾಯ (165, 1087, 564, 1119)
pvr-name: ಪಿವಿಆರ್ ಸಿನಿಮಾಸ್ (1160, 1083, 1471, 1105)
movie-cell-shows: 4 ಪ್ರದರ್ಶನ (1410, 335, 1449, 347)
movie-cell-film: ಅಧ್ಯಕ್ಷ ಇನ್ ಅಮೆರಿಕಾ (ಕ) (1288, 423, 1373, 435)
movie-row (1109, 499, 1470, 512)
col-header-shows: ಪ್ರದರ್ಶನಗಳು (1409, 309, 1470, 322)
drc-logo-text: DRC (1127, 711, 1171, 733)
water-subtitle: ಪೌರಾಯುಕ್ತ ಶಿವಪ್ಪನಾಯ್ಕ ಸಲಹೆ (843, 773, 989, 790)
mid-rule (165, 1268, 1106, 1270)
lead-col-3: ಶ್ರೀ ವರದರಾಜಸ್ವಾಮಿಯ ಅಶ್ವ ವಾಹನಕ್ಕೆ ಪ್ರಧಾನ ಅರ್ಚಕರು ಪೂಜೆ ಸಲ್ಲಿಸಿದರು. ದಸರಾ ಉತ್ಸವಕ್ಕೆ ಚಾಲನೆ ನೀಡಿದರು. ಆರಕ್ಷಕ ಉಪನಿರೀಕ್ಷಕ ಎಂ.ನಾಯಕ್ ಮತ್ತು ಸಿಬ್ಬಂದಿ ಗೌರವ ರಕ್ಷೆ ನೀಡಿದರು. (531, 644, 709, 713)
boxing-title-1: ವಿಶ್ವ ಬಾಕ್ಸಿಂಗ್ ಚಾಂಪಿಯನ್‌ಶಿಪ್: (1107, 1272, 1331, 1295)
temple-tower-icon (518, 303, 619, 460)
accident-col-3: ಬೆಳಿಗ್ಗೆ ಕೇರಳಕ್ಕೆ ವಾಪಸ್ಸಾಗುತ್ತಿದ್ದಾಗ ದುರ್ಘಟನೆ ನಡೆದಿದೆ. ಸ್ಥಳಕ್ಕೆ ಎಸ್ಐ ರಾಮಚಂದ್ರನಾಯಕ, ಸಿಬ್ಬಂದಿ ಭೇಟಿ ನೀಡಿ ಪರಿಶೀಲಿಸಿದರು. ಈ ಸಂಬಂಧ ಪ್ರಕರಣ ದಾಖಲಿಸಿಕೊಂಡು ತನಿಖೆ ಕೈಗೊಂಡಿದ್ದಾರೆ. (543, 1126, 718, 1180)
jamboo-banner (165, 1622, 1104, 1659)
drc-name: ಡಿಆರ್‌ಸಿ ಸಿನಿಮಾಸ್ (1193, 712, 1473, 734)
inox-screen-3: ಸ್ಕ್ರೀನ್ 3 ಅಧ್ಯಕ್ಷ ಇನ್ ಅಮೆರಿಕಾ (ಕ): ಸಂ. 6.30ಕ್ಕೆ, ಅರುವರ್ (ತ): ರಾ. 9.50ಕ್ಕೆ, ಕಿಸ್ (ಕ): ಮ. 1ಕ್ಕೆ, ಜೋಕರ್ (ಇಂ): ಬೆ. 9.45, ಸಂ. 4ಕ್ಕೆ, ಸೈರಾ ನರಸಿಂಹರೆಡ್ಡಿ (ತೆ): ಮ. 3.40ಕ್ಕೆ (1108, 1011, 1471, 1060)
cyan-dot-icon (1400, 2048, 1408, 2056)
yellow-dot-icon (194, 2048, 203, 2056)
pvr-logo (1112, 1081, 1153, 1107)
movie-cell-shows: 4 ಪ್ರದರ್ಶನ (1410, 448, 1449, 460)
cyan-dot-icon (167, 2048, 175, 2056)
section-name: ಮೈಸೂರು ಗ್ರಾಮಾಂತರ (270, 141, 471, 173)
registration-dots-left (167, 2042, 241, 2053)
palanquin-icon (471, 469, 656, 580)
